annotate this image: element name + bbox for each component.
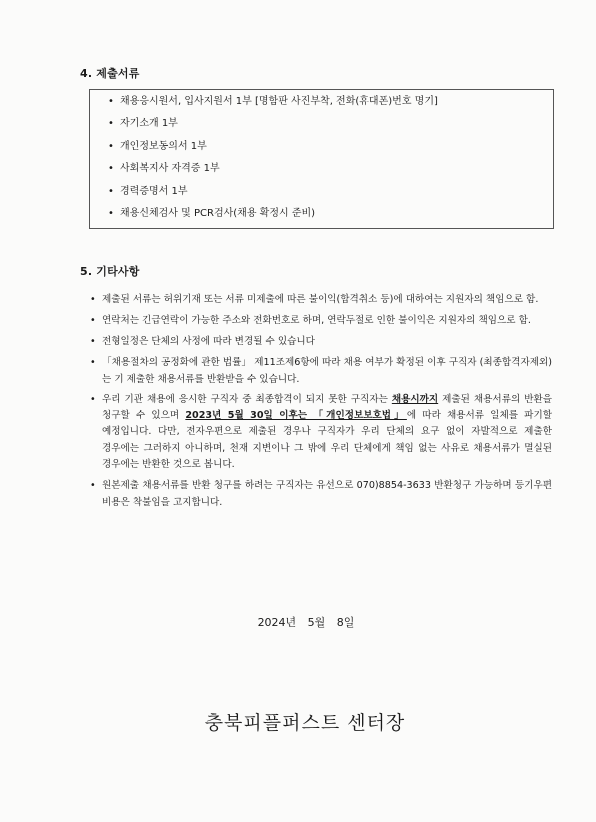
bullet: • <box>108 207 114 219</box>
bullet: • <box>90 357 96 368</box>
bullet: • <box>108 140 114 152</box>
bullet: • <box>108 185 114 197</box>
bullet: • <box>108 96 114 107</box>
list-item: • 연락처는 긴급연락이 가능한 주소와 전화번호로 하며, 연락두절로 인한 불이익은 지원자의 책임으로 함. <box>90 312 552 329</box>
signature-line: 충북피플퍼스트 센터장 <box>204 712 406 734</box>
bullet: • <box>90 336 96 347</box>
list-item: • 경력증명서 1부 <box>108 185 188 197</box>
section-heading-documents: 4. 제출서류 <box>80 67 140 80</box>
list-item: • 개인정보동의서 1부 <box>108 140 207 152</box>
document-date: 2024년 5월 8일 <box>257 616 355 629</box>
bullet: • <box>108 163 114 175</box>
underlined-text: 2023년 5월 30일 이후는 「개인정보보호법」 <box>185 410 407 422</box>
bullet: • <box>90 480 96 492</box>
list-item: • 사회복지사 자격증 1부 <box>108 163 220 175</box>
list-item: • 「채용절차의 공정화에 관한 법률」 제11조제6항에 따라 채용 여부가 확정된 이후 구직자 (최종합격자제외)는 기 제출한 채용서류를 반환받을 수 있습니다. <box>90 354 552 388</box>
other-notes-list <box>90 291 552 515</box>
list-item: • 우리 기관 채용에 응시한 구직자 중 최종합격이 되지 못한 구직자는 채용시까지 제출된 채용서류의 반환을 청구할 수 있으며 2023년 5월 30일 이후는 「개인정보보호법」에 따라 채용서류 일체를 파기할 예정입니다. 다만, 전자우편으로 제출된 경우나 구직자가 우리 단체의 요구 없이 자발적으로 제출한 경우에는 그러하지 아니하며, 천재 지변이나 그 밖에 우리 단체에게 책임 없는 사유로 채용서류가 멸실된 경우에는 반환한 것으로 봅니다. <box>90 394 552 470</box>
list-item: • 채용응시원서, 입사지원서 1부 [명함판 사진부착, 전화(휴대폰)번호 명기] <box>108 96 438 107</box>
required-documents-box <box>89 89 554 229</box>
required-documents-list <box>108 96 438 230</box>
list-item: • 제출된 서류는 허위기재 또는 서류 미제출에 따른 불이익(합격취소 등)에 대하여는 지원자의 책임으로 함. <box>90 291 552 308</box>
list-item: • 채용신체검사 및 PCR검사(채용 확정시 준비) <box>108 207 316 219</box>
section-heading-other-notes: 5. 기타사항 <box>80 265 140 278</box>
bullet: • <box>90 315 96 326</box>
underlined-text: 채용시까지 <box>391 394 439 405</box>
bullet: • <box>108 118 114 130</box>
list-item: • 원본제출 채용서류를 반환 청구를 하려는 구직자는 유선으로 070)8854-3633 반환청구 가능하며 등기우편 비용은 착불임을 고지합니다. <box>90 477 552 511</box>
bullet: • <box>90 394 96 405</box>
bullet: • <box>90 294 96 305</box>
list-item: • 전형일정은 단체의 사정에 따라 변경될 수 있습니다 <box>90 333 552 350</box>
list-item: • 자기소개 1부 <box>108 118 178 130</box>
